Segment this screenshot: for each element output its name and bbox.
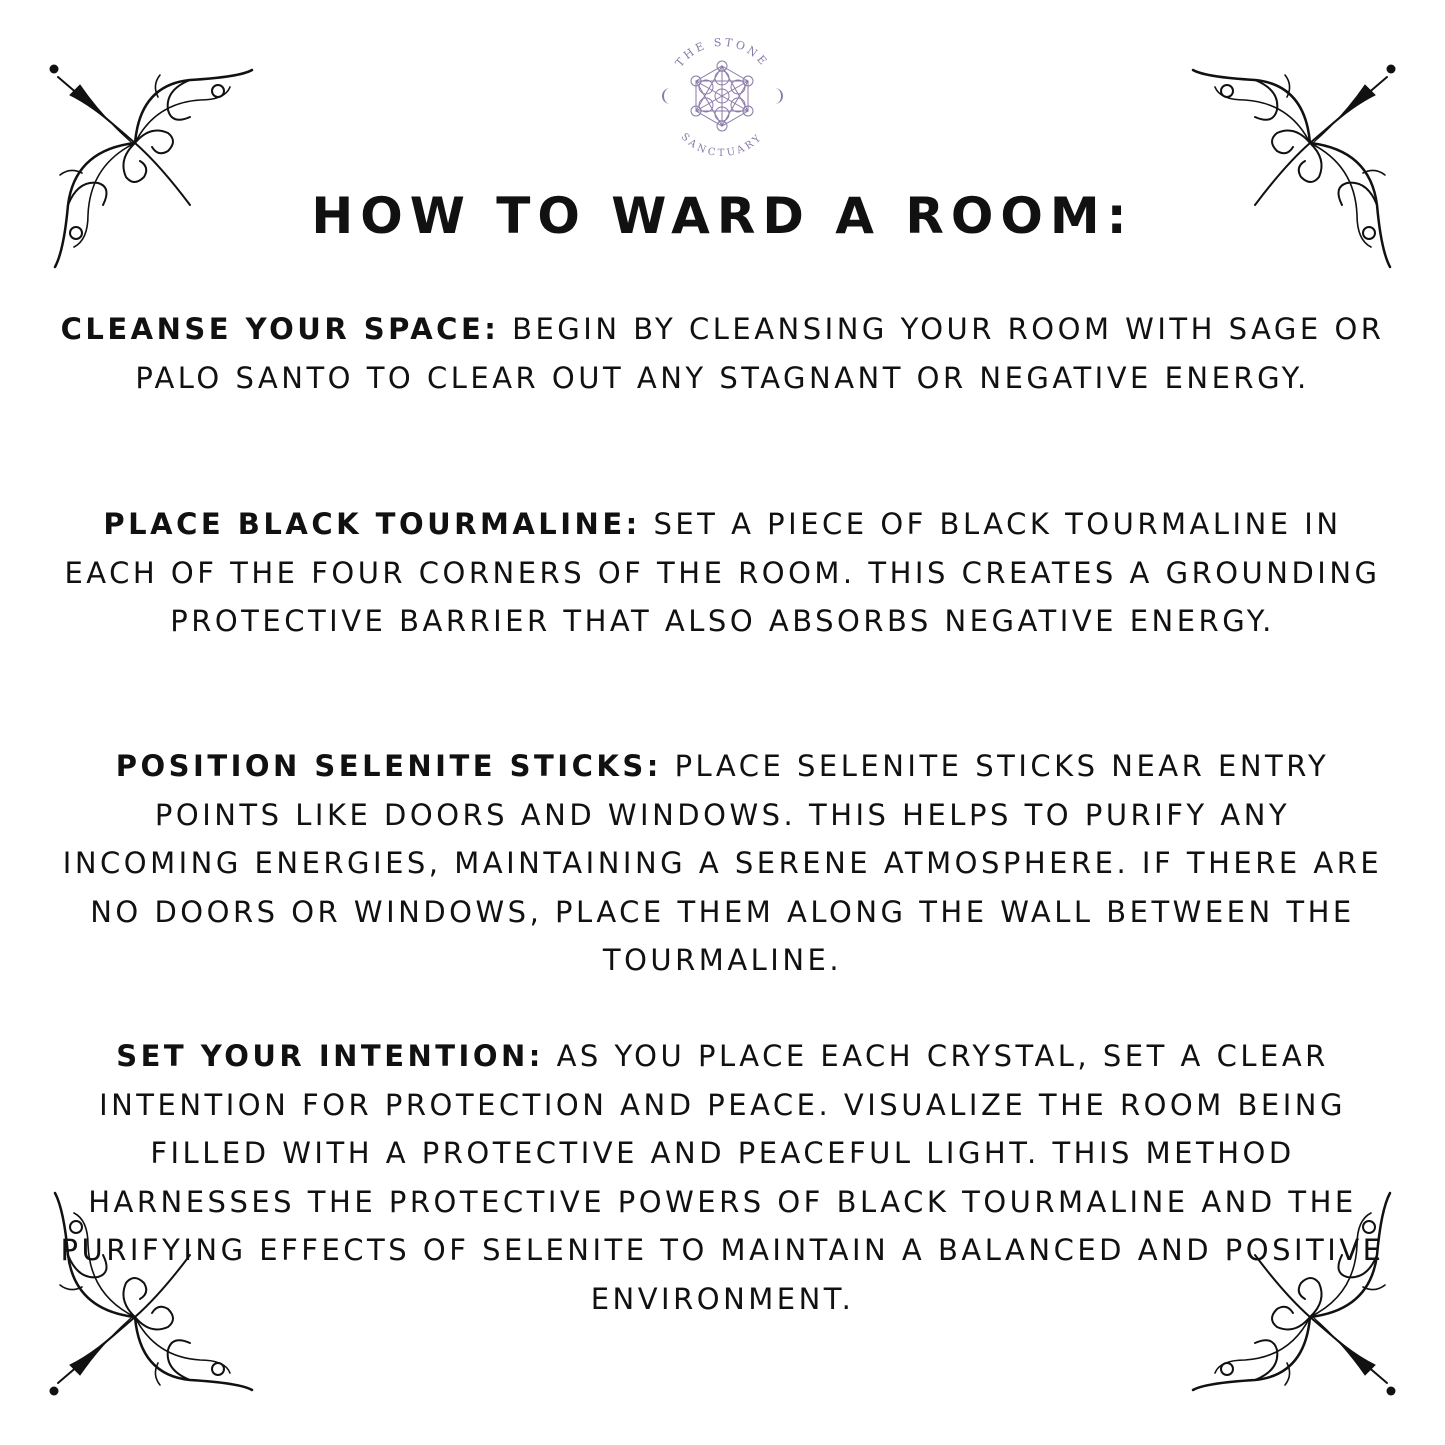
page-title: HOW TO WARD A ROOM: [311,187,1134,245]
step-intention [60,1032,1385,1323]
step-tourmaline [60,500,1385,646]
step-selenite [60,742,1385,985]
step-heading: PLACE BLACK TOURMALINE: [103,507,641,541]
brand-logo [650,22,795,167]
svg-text:THE STONE [673,36,771,70]
step-body: PLACE SELENITE STICKS NEAR ENTRY POINTS LIKE DOORS AND WINDOWS. THIS HELPS TO PURIFY ANY INCOMING ENERGIES, MAINTAINING A SERENE ATMOSPHERE. IF THERE ARE NO DOORS OR WINDOWS, PLACE THEM ALONG THE WALL BETWEEN THE TOURMALINE. [62,749,1383,977]
logo-text-bottom: SANCTUARY [678,131,766,160]
metatron-cube-icon [691,61,753,131]
svg-text:SANCTUARY [679,131,766,159]
step-cleanse [60,305,1385,402]
step-heading: SET YOUR INTENTION: [116,1039,544,1073]
step-heading: POSITION SELENITE STICKS: [115,749,662,783]
step-body: AS YOU PLACE EACH CRYSTAL, SET A CLEAR INTENTION FOR PROTECTION AND PEACE. VISUALIZE THE ROOM BEING FILLED WITH A PROTECTIVE AND PEACEFUL LIGHT. THIS METHOD HARNESSES THE PROTECTIVE POWERS OF BLACK TOURMALINE AND THE PURIFYING EFFECTS OF SELENITE TO MAINTAIN A BALANCED AND POSITIVE ENVIRONMENT. [60,1039,1385,1316]
logo-text-top: THE STONE [672,35,772,70]
step-body: SET A PIECE OF BLACK TOURMALINE IN EACH OF THE FOUR CORNERS OF THE ROOM. THIS CREATES A GROUNDING PROTECTIVE BARRIER THAT ALSO ABSORBS NEGATIVE ENERGY. [64,507,1381,638]
step-body: BEGIN BY CLEANSING YOUR ROOM WITH SAGE OR PALO SANTO TO CLEAR OUT ANY STAGNANT OR NEGATIVE ENERGY. [135,312,1385,395]
step-heading: CLEANSE YOUR SPACE: [60,312,500,346]
